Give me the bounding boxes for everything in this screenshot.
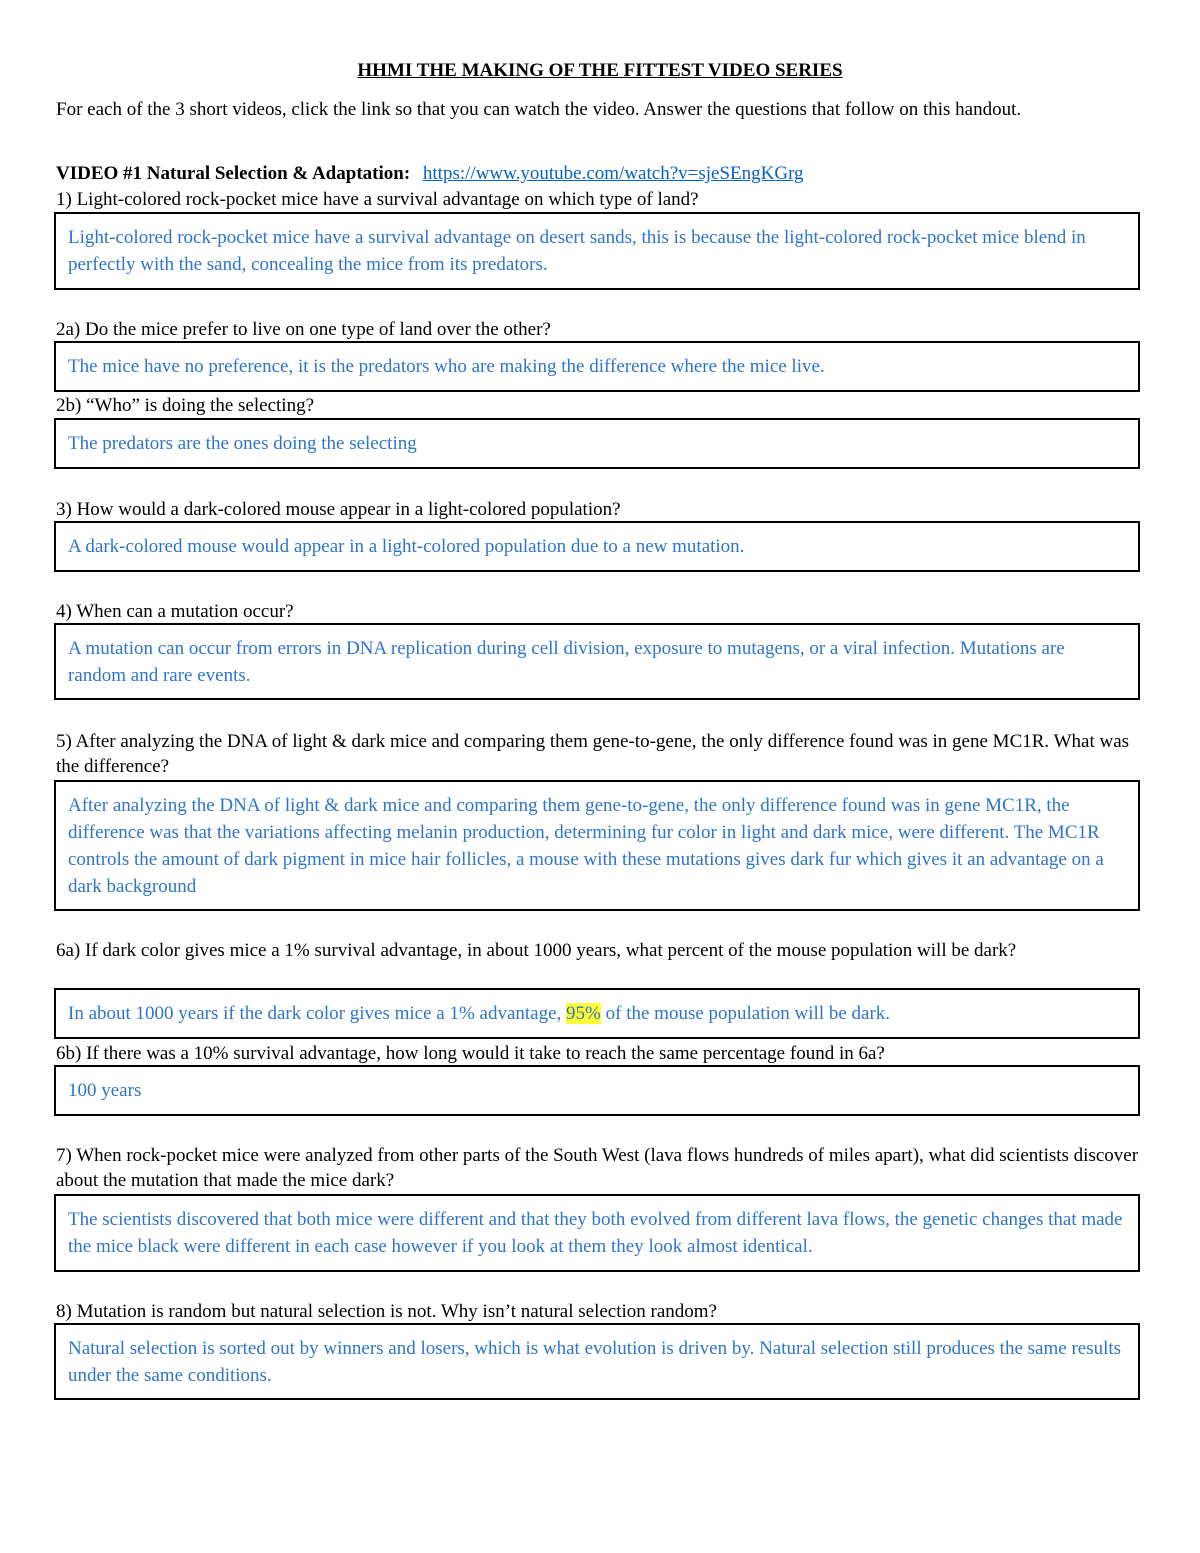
answer-1-text: Light-colored rock-pocket mice have a survival advantage on desert sands, this is because the light-colored rock-pocket mice blend in perfectly with the sand, concealing the mice from its predators. — [68, 227, 1086, 275]
answer-box-1[interactable] — [54, 212, 1140, 290]
answer-box-5[interactable] — [54, 780, 1140, 911]
answer-7-text: The scientists discovered that both mice were different and that they both evolved from different lava flows, the genetic changes that made the mice black were different in each case however if you look at them they look almost identical. — [68, 1209, 1123, 1257]
answer-6a-highlight: 95% — [566, 1003, 601, 1024]
answer-5-text: After analyzing the DNA of light & dark mice and comparing them gene-to-gene, the only difference found was in gene MC1R, the difference was that the variations affecting melanin production, determining fur color in light and dark mice, were different. The MC1R controls the amount of dark pigment in mice hair follicles, a mouse with these mutations gives dark fur which gives it an advantage on a dark background — [68, 795, 1104, 897]
answer-6a-text-before: In about 1000 years if the dark color gives mice a 1% advantage, — [68, 1003, 567, 1024]
answer-box-3[interactable] — [54, 521, 1140, 572]
answer-box-4[interactable] — [54, 623, 1140, 700]
question-6a: 6a) If dark color gives mice a 1% survival advantage, in about 1000 years, what percent of the mouse population will be dark? — [56, 940, 1017, 961]
answer-4-text: A mutation can occur from errors in DNA replication during cell division, exposure to mutagens, or a viral infection. Mutations are random and rare events. — [68, 638, 1065, 686]
video-label: VIDEO #1 Natural Selection & Adaptation: — [56, 163, 411, 184]
question-3: 3) How would a dark-colored mouse appear in a light-colored population? — [56, 499, 621, 520]
answer-box-2a[interactable] — [54, 341, 1140, 392]
page-title: HHMI THE MAKING OF THE FITTEST VIDEO SERIES — [357, 60, 843, 81]
answer-6b-text: 100 years — [68, 1080, 142, 1101]
answer-8-text: Natural selection is sorted out by winners and losers, which is what evolution is driven by. Natural selection still produces the same results under the same conditions. — [68, 1338, 1122, 1386]
answer-box-6a[interactable] — [54, 988, 1140, 1039]
video-heading — [56, 161, 1156, 187]
question-7: 7) When rock-pocket mice were analyzed from other parts of the South West (lava flows hundreds of miles apart), what did scientists discover about the mutation that made the mice dark? — [56, 1145, 1139, 1191]
intro-text: For each of the 3 short videos, click the link so that you can watch the video. Answer the questions that follow on this handout. — [56, 99, 1022, 120]
question-6b: 6b) If there was a 10% survival advantage, how long would it take to reach the same percentage found in 6a? — [56, 1043, 885, 1064]
answer-6a-text-after: of the mouse population will be dark. — [600, 1003, 891, 1024]
answer-box-8[interactable] — [54, 1323, 1140, 1400]
question-5: 5) After analyzing the DNA of light & dark mice and comparing them gene-to-gene, the only difference found was in gene MC1R. What was the difference? — [56, 731, 1130, 777]
answer-box-7[interactable] — [54, 1194, 1140, 1272]
question-2a: 2a) Do the mice prefer to live on one type of land over the other? — [56, 319, 551, 340]
question-8: 8) Mutation is random but natural selection is not. Why isn’t natural selection random? — [56, 1301, 717, 1322]
question-2b: 2b) “Who” is doing the selecting? — [56, 395, 315, 416]
answer-3-text: A dark-colored mouse would appear in a light-colored population due to a new mutation. — [68, 536, 745, 557]
question-4: 4) When can a mutation occur? — [56, 601, 294, 622]
answer-2a-text: The mice have no preference, it is the predators who are making the difference where the mice live. — [68, 356, 825, 377]
video-link[interactable]: https://www.youtube.com/watch?v=sjeSEngKGrg — [422, 163, 804, 184]
question-1: 1) Light-colored rock-pocket mice have a survival advantage on which type of land? — [56, 189, 699, 210]
answer-box-2b[interactable] — [54, 418, 1140, 469]
answer-box-6b[interactable] — [54, 1065, 1140, 1116]
answer-2b-text: The predators are the ones doing the selecting — [68, 433, 417, 454]
